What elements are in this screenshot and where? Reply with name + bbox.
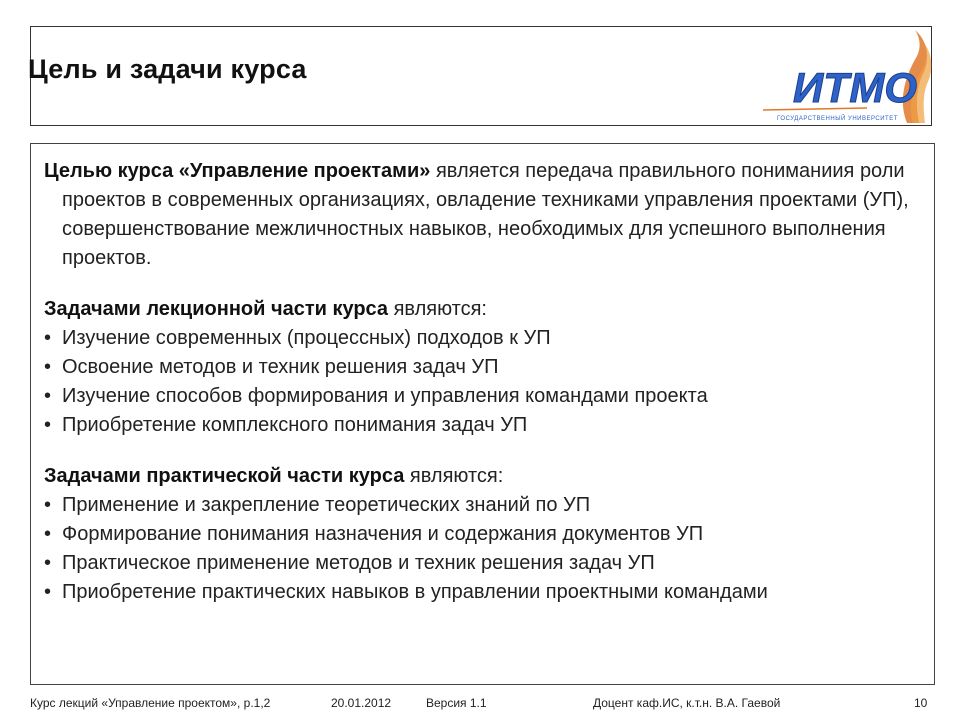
slide-title: Цель и задачи курса bbox=[28, 54, 307, 84]
list-item: • Применение и закрепление теоретических знаний по УП bbox=[44, 491, 929, 520]
lecture-heading bbox=[44, 295, 929, 324]
footer-course: Курс лекций «Управление проектом», р.1,2 bbox=[30, 696, 271, 710]
course-goal bbox=[44, 157, 929, 273]
footer-date: 20.01.2012 bbox=[331, 696, 392, 710]
itmo-logo bbox=[757, 28, 945, 126]
practice-heading-bold: Задачами практической части курса bbox=[44, 465, 405, 487]
logo-text: ИТМО bbox=[793, 64, 918, 111]
list-item: • Изучение способов формирования и управления командами проекта bbox=[44, 382, 929, 411]
lecture-heading-bold: Задачами лекционной части курса bbox=[44, 298, 389, 320]
list-item: • Приобретение практических навыков в управлении проектными командами bbox=[44, 578, 929, 607]
practice-task-list bbox=[44, 491, 929, 607]
course-goal-bold: Целью курса «Управление проектами» bbox=[44, 160, 431, 182]
list-item: • Приобретение комплексного понимания задач УП bbox=[44, 411, 929, 440]
footer-version: Версия 1.1 bbox=[426, 696, 487, 710]
footer-author: Доцент каф.ИС, к.т.н. В.А. Гаевой bbox=[593, 696, 781, 710]
course-goal-text: является передача правильного пониманиия роли проектов в современных организациях, овладение техниками управления проектами (УП), совершенствование межличностных навыков, необходимых для успешного выполнения проектов. bbox=[62, 160, 909, 269]
list-item: • Изучение современных (процессных) подходов к УП bbox=[44, 324, 929, 353]
list-item: • Практическое применение методов и техник решения задач УП bbox=[44, 549, 929, 578]
practice-heading-rest: являются: bbox=[404, 465, 504, 487]
footer-page-number: 10 bbox=[914, 696, 928, 710]
practice-heading bbox=[44, 462, 929, 491]
list-item: • Освоение методов и техник решения задач УП bbox=[44, 353, 929, 382]
lecture-heading-rest: являются: bbox=[388, 298, 487, 320]
list-item: • Формирование понимания назначения и содержания документов УП bbox=[44, 520, 929, 549]
slide-content bbox=[44, 157, 929, 607]
lecture-task-list bbox=[44, 324, 929, 440]
logo-subtext: ГОСУДАРСТВЕННЫЙ УНИВЕРСИТЕТ bbox=[777, 116, 898, 122]
